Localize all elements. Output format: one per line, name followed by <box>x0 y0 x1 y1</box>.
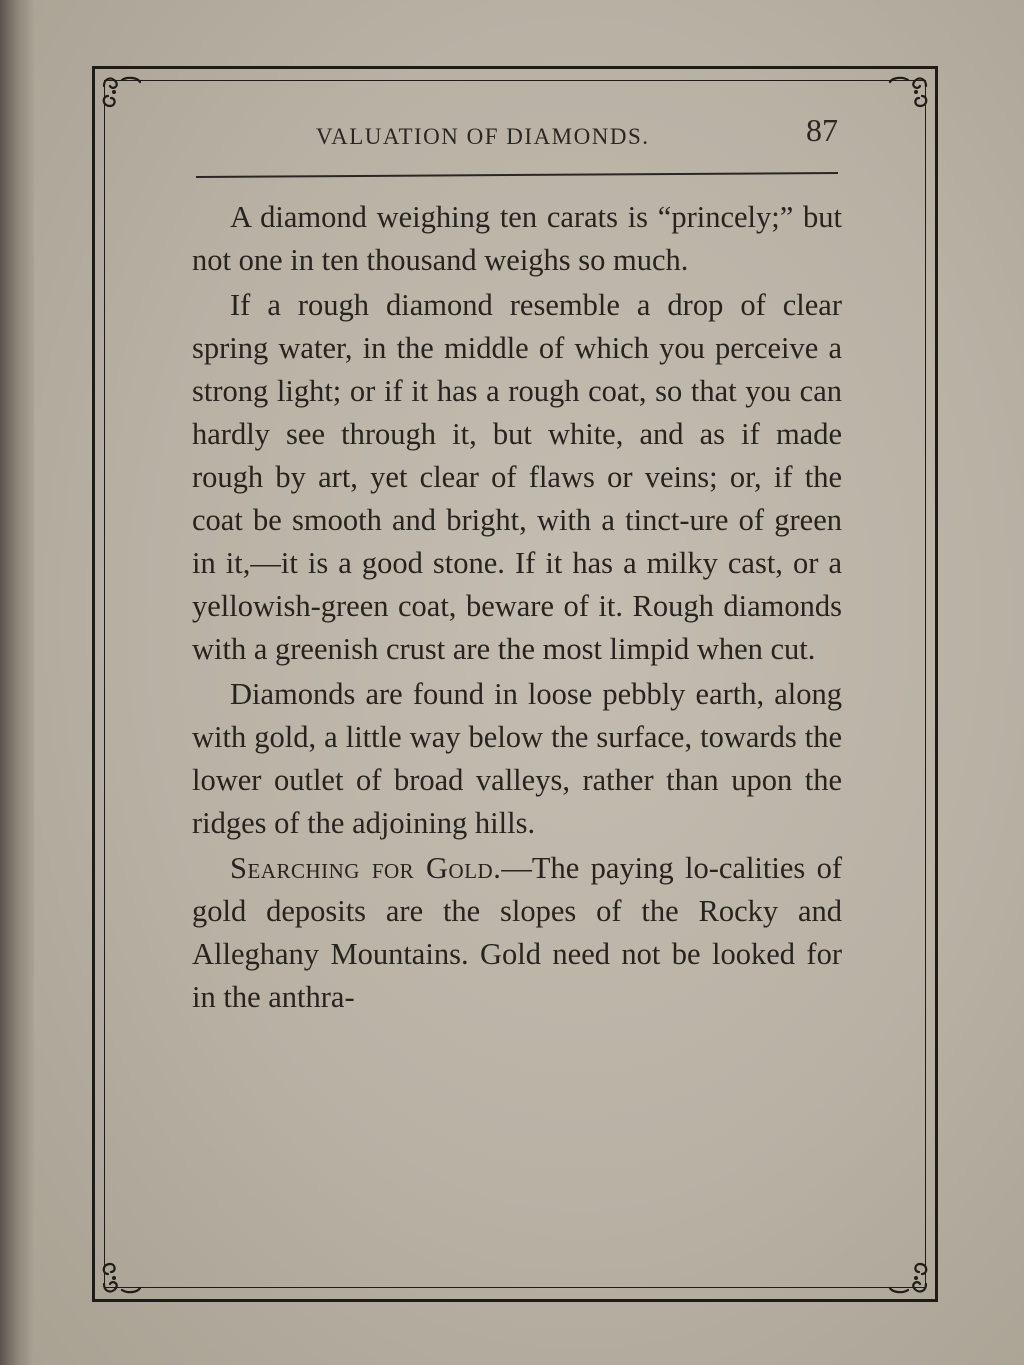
section-paragraph <box>192 847 842 1019</box>
corner-ornament-icon <box>98 72 146 120</box>
body-text <box>192 196 842 1021</box>
paragraph: Diamonds are found in loose pebbly earth, along with gold, a little way below the surface, towards the lower outlet of broad valleys, rather than upon the ridges of the adjoining hills. <box>192 677 842 840</box>
corner-ornament-icon <box>884 1250 932 1298</box>
page-number: 87 <box>806 112 838 148</box>
corner-ornament-icon <box>884 72 932 120</box>
paragraph: A diamond weighing ten carats is “princely;” but not one in ten thousand weighs so much. <box>192 200 842 277</box>
running-head: VALUATION OF DIAMONDS. <box>316 124 650 149</box>
corner-ornament-icon <box>98 1250 146 1298</box>
section-heading: Searching for Gold. <box>230 851 502 885</box>
page-header <box>190 108 840 158</box>
section-text: —The paying lo-calities of gold deposits are the slopes of the Rocky and Alleghany Mountains. Gold need not be looked for in the anthra- <box>192 851 843 1014</box>
paragraph: If a rough diamond resemble a drop of clear spring water, in the middle of which you perceive a strong light; or if it has a rough coat, so that you can hardly see through it, but white, and as if made rough by art, yet clear of flaws or veins; or, if the coat be smooth and bright, with a tinct-ure of green in it,—it is a good stone. If it has a milky cast, or a yellowish-green coat, beware of it. Rough diamonds with a greenish crust are the most limpid when cut. <box>192 288 842 666</box>
